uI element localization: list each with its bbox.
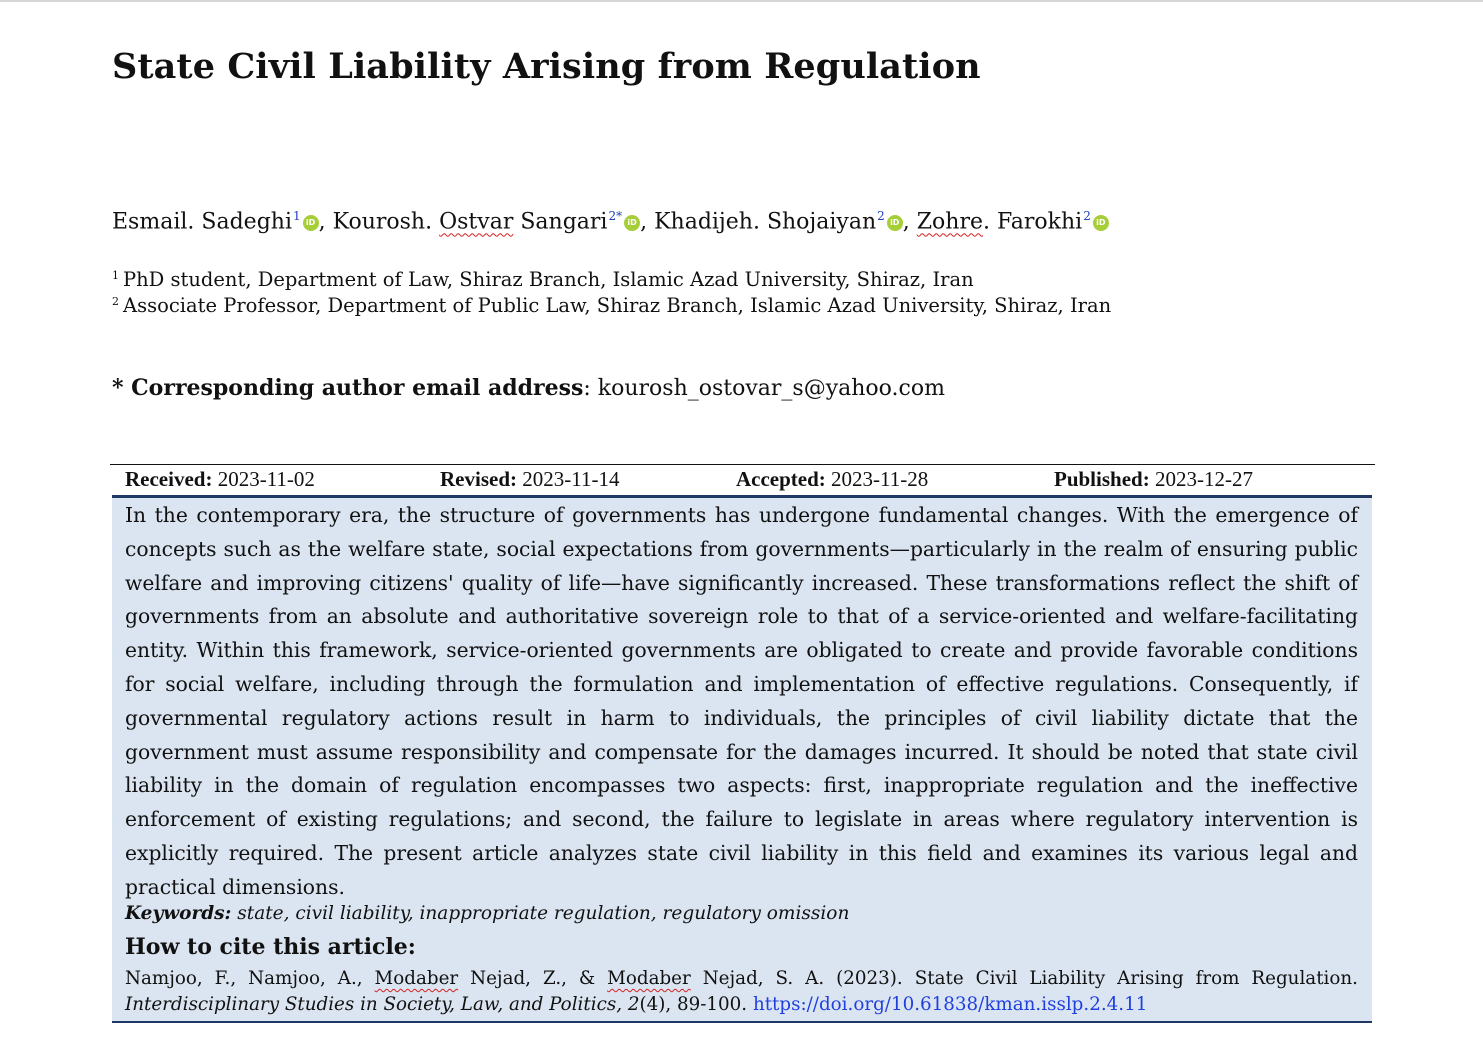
revised-date: [440, 467, 619, 492]
citation: [125, 966, 1358, 1018]
author-middle-name: Ostvar: [439, 209, 514, 235]
paper-title: State Civil Liability Arising from Regulation: [112, 46, 981, 87]
orcid-icon[interactable]: iD: [624, 215, 640, 231]
abstract-text: In the contemporary era, the structure of governments has undergone fundamental changes. With the emergence of concepts such as the welfare state, social expectations from governments—particularly in the realm of ensuring public welfare and improving citizens' quality of life—have significantly increased. These transformations reflect the shift of governments from an absolute and authoritative sovereign role to that of a service-oriented and welfare-facilitating entity. Within this framework, service-oriented governments are obligated to create and provide favorable conditions for social welfare, including through the formulation and implementation of effective regulations. Consequently, if governmental regulatory actions result in harm to individuals, the principles of civil liability dictate that the government must assume responsibility and compensate for the damages incurred. It should be noted that state civil liability in the domain of regulation encompasses two aspects: first, inappropriate regulation and the ineffective enforcement of existing regulations; and second, the failure to legislate in areas where regulatory intervention is explicitly required. The present article analyzes state civil liability in this field and examines its various legal and practical dimensions.: [125, 503, 1358, 899]
affiliation-marker: 2: [877, 209, 885, 223]
top-border: [0, 0, 1483, 2]
accepted-value: 2023-11-28: [831, 467, 929, 491]
affiliation-2: [112, 294, 1111, 317]
citation-author-name: Modaber: [374, 968, 459, 989]
published-label: Published:: [1054, 467, 1150, 491]
citation-title: Nejad, S. A. (2023). State Civil Liability Arising from Regulation.: [690, 968, 1358, 989]
author-name: Esmail.: [112, 209, 195, 235]
orcid-icon[interactable]: iD: [1093, 215, 1109, 231]
received-date: [125, 467, 315, 492]
author-surname: Sangari: [520, 209, 608, 235]
author-name: Kourosh.: [332, 209, 433, 235]
affiliation-marker: 2*: [608, 209, 623, 223]
keywords-text: state, civil liability, inappropriate regulation, regulatory omission: [237, 903, 850, 924]
published-value: 2023-12-27: [1154, 467, 1253, 491]
citation-author-name: Modaber: [607, 968, 691, 989]
author-name: Khadijeh.: [654, 209, 760, 235]
affiliation-marker: 1: [292, 209, 301, 223]
affiliation-number: 1: [112, 268, 119, 282]
author-list: Esmail. Sadeghi$^1$ iD , Kourosh. Ostvar Sangari$^{2*}$ iD , Khadijeh. Shojaiyan$^2$ iD , Zohre. Farokhi$^2$ iD: [112, 209, 1109, 234]
cite-heading: How to cite this article:: [125, 934, 416, 960]
affiliation-marker: 2: [1083, 209, 1091, 223]
received-value: 2023-11-02: [217, 467, 315, 491]
affiliation-1: [112, 268, 974, 291]
accepted-date: [736, 467, 928, 492]
author-surname: . Farokhi: [983, 209, 1083, 235]
published-date: [1054, 467, 1253, 492]
received-label: Received:: [125, 467, 213, 491]
doi-link[interactable]: https://doi.org/10.61838/kman.isslp.2.4.11: [752, 994, 1148, 1015]
affiliation-text: Associate Professor, Department of Public Law, Shiraz Branch, Islamic Azad University, Shiraz, Iran: [123, 294, 1112, 317]
author-name: Zohre: [916, 209, 984, 235]
citation-authors: Nejad, Z., &: [458, 968, 608, 989]
author-surname: Sadeghi: [201, 209, 292, 235]
revised-value: 2023-11-14: [522, 467, 620, 491]
citation-authors: Namjoo, F., Namjoo, A.,: [125, 968, 375, 989]
orcid-icon[interactable]: iD: [887, 215, 903, 231]
keywords: [125, 903, 1358, 924]
citation-journal: Interdisciplinary Studies in Society, Law, and Politics, 2: [125, 994, 640, 1015]
corresponding-label: * Corresponding author email address: [112, 375, 584, 401]
corresponding-author: * Corresponding author email address: kourosh_ostovar_s@yahoo.com: [112, 375, 945, 401]
keywords-label: Keywords:: [125, 903, 232, 924]
revised-label: Revised:: [440, 467, 517, 491]
dates-top-rule: [110, 464, 1375, 465]
orcid-icon[interactable]: iD: [303, 215, 319, 231]
corresponding-email[interactable]: kourosh_ostovar_s@yahoo.com: [597, 376, 945, 401]
accepted-label: Accepted:: [736, 467, 826, 491]
author-surname: Shojaiyan: [766, 209, 877, 235]
affiliation-number: 2: [112, 294, 119, 308]
affiliation-text: PhD student, Department of Law, Shiraz Branch, Islamic Azad University, Shiraz, Iran: [123, 268, 974, 291]
citation-issue: (4), 89-100.: [639, 994, 753, 1015]
